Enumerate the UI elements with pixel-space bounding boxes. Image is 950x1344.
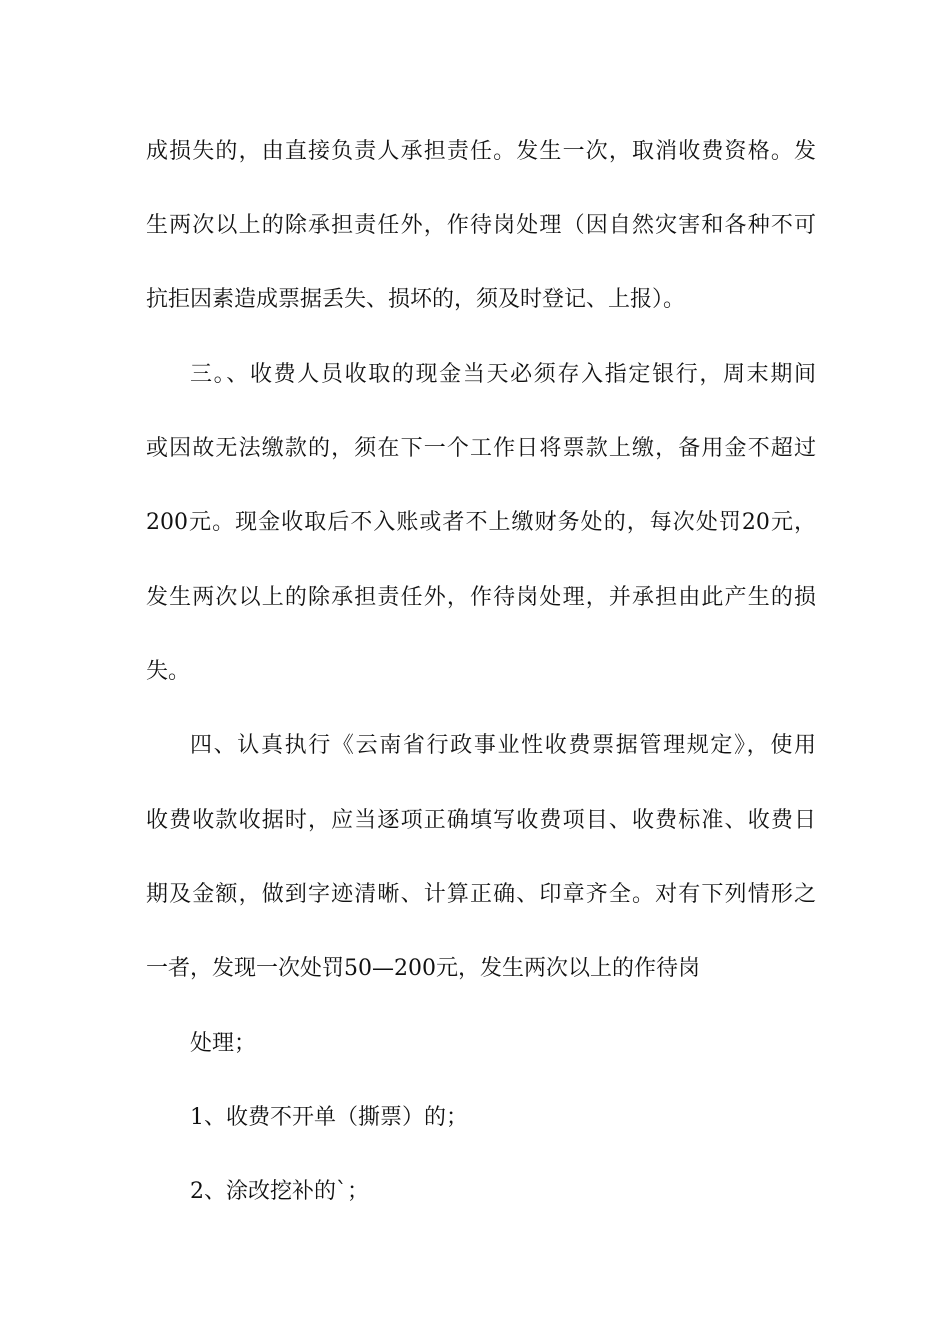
text-line-11: 期及金额，做到字迹清晰、计算正确、印章齐全。对有下列情形之 (146, 882, 816, 907)
list-item-2: 2、涂改挖补的`； (190, 1179, 369, 1204)
text-line-5: 或因故无法缴款的，须在下一个工作日将票款上缴，备用金不超过 (146, 436, 816, 461)
text-line-3: 抗拒因素造成票据丢失、损坏的，须及时登记、上报）。 (146, 287, 686, 312)
list-item-1: 1、收费不开单（撕票）的； (190, 1105, 468, 1130)
text-line-6: 200元。现金收取后不入账或者不上缴财务处的，每次处罚20元， (146, 510, 816, 535)
paragraph-4-first-line: 四、认真执行《云南省行政事业性收费票据管理规定》，使用 (190, 733, 816, 758)
text-line-1: 成损失的，由直接负责人承担责任。发生一次，取消收费资格。发 (146, 139, 816, 164)
text-line-2: 生两次以上的除承担责任外，作待岗处理（因自然灾害和各种不可 (146, 213, 816, 238)
text-line-10: 收费收款收据时，应当逐项正确填写收费项目、收费标准、收费日 (146, 808, 816, 833)
text-line-8: 失。 (146, 659, 191, 684)
text-line-12: 一者，发现一次处罚50—200元，发生两次以上的作待岗 (146, 956, 700, 981)
text-line-13: 处理； (190, 1031, 257, 1056)
paragraph-3-first-line: 三。、收费人员收取的现金当天必须存入指定银行，周末期间 (190, 362, 816, 387)
text-line-7: 发生两次以上的除承担责任外，作待岗处理，并承担由此产生的损 (146, 585, 816, 610)
